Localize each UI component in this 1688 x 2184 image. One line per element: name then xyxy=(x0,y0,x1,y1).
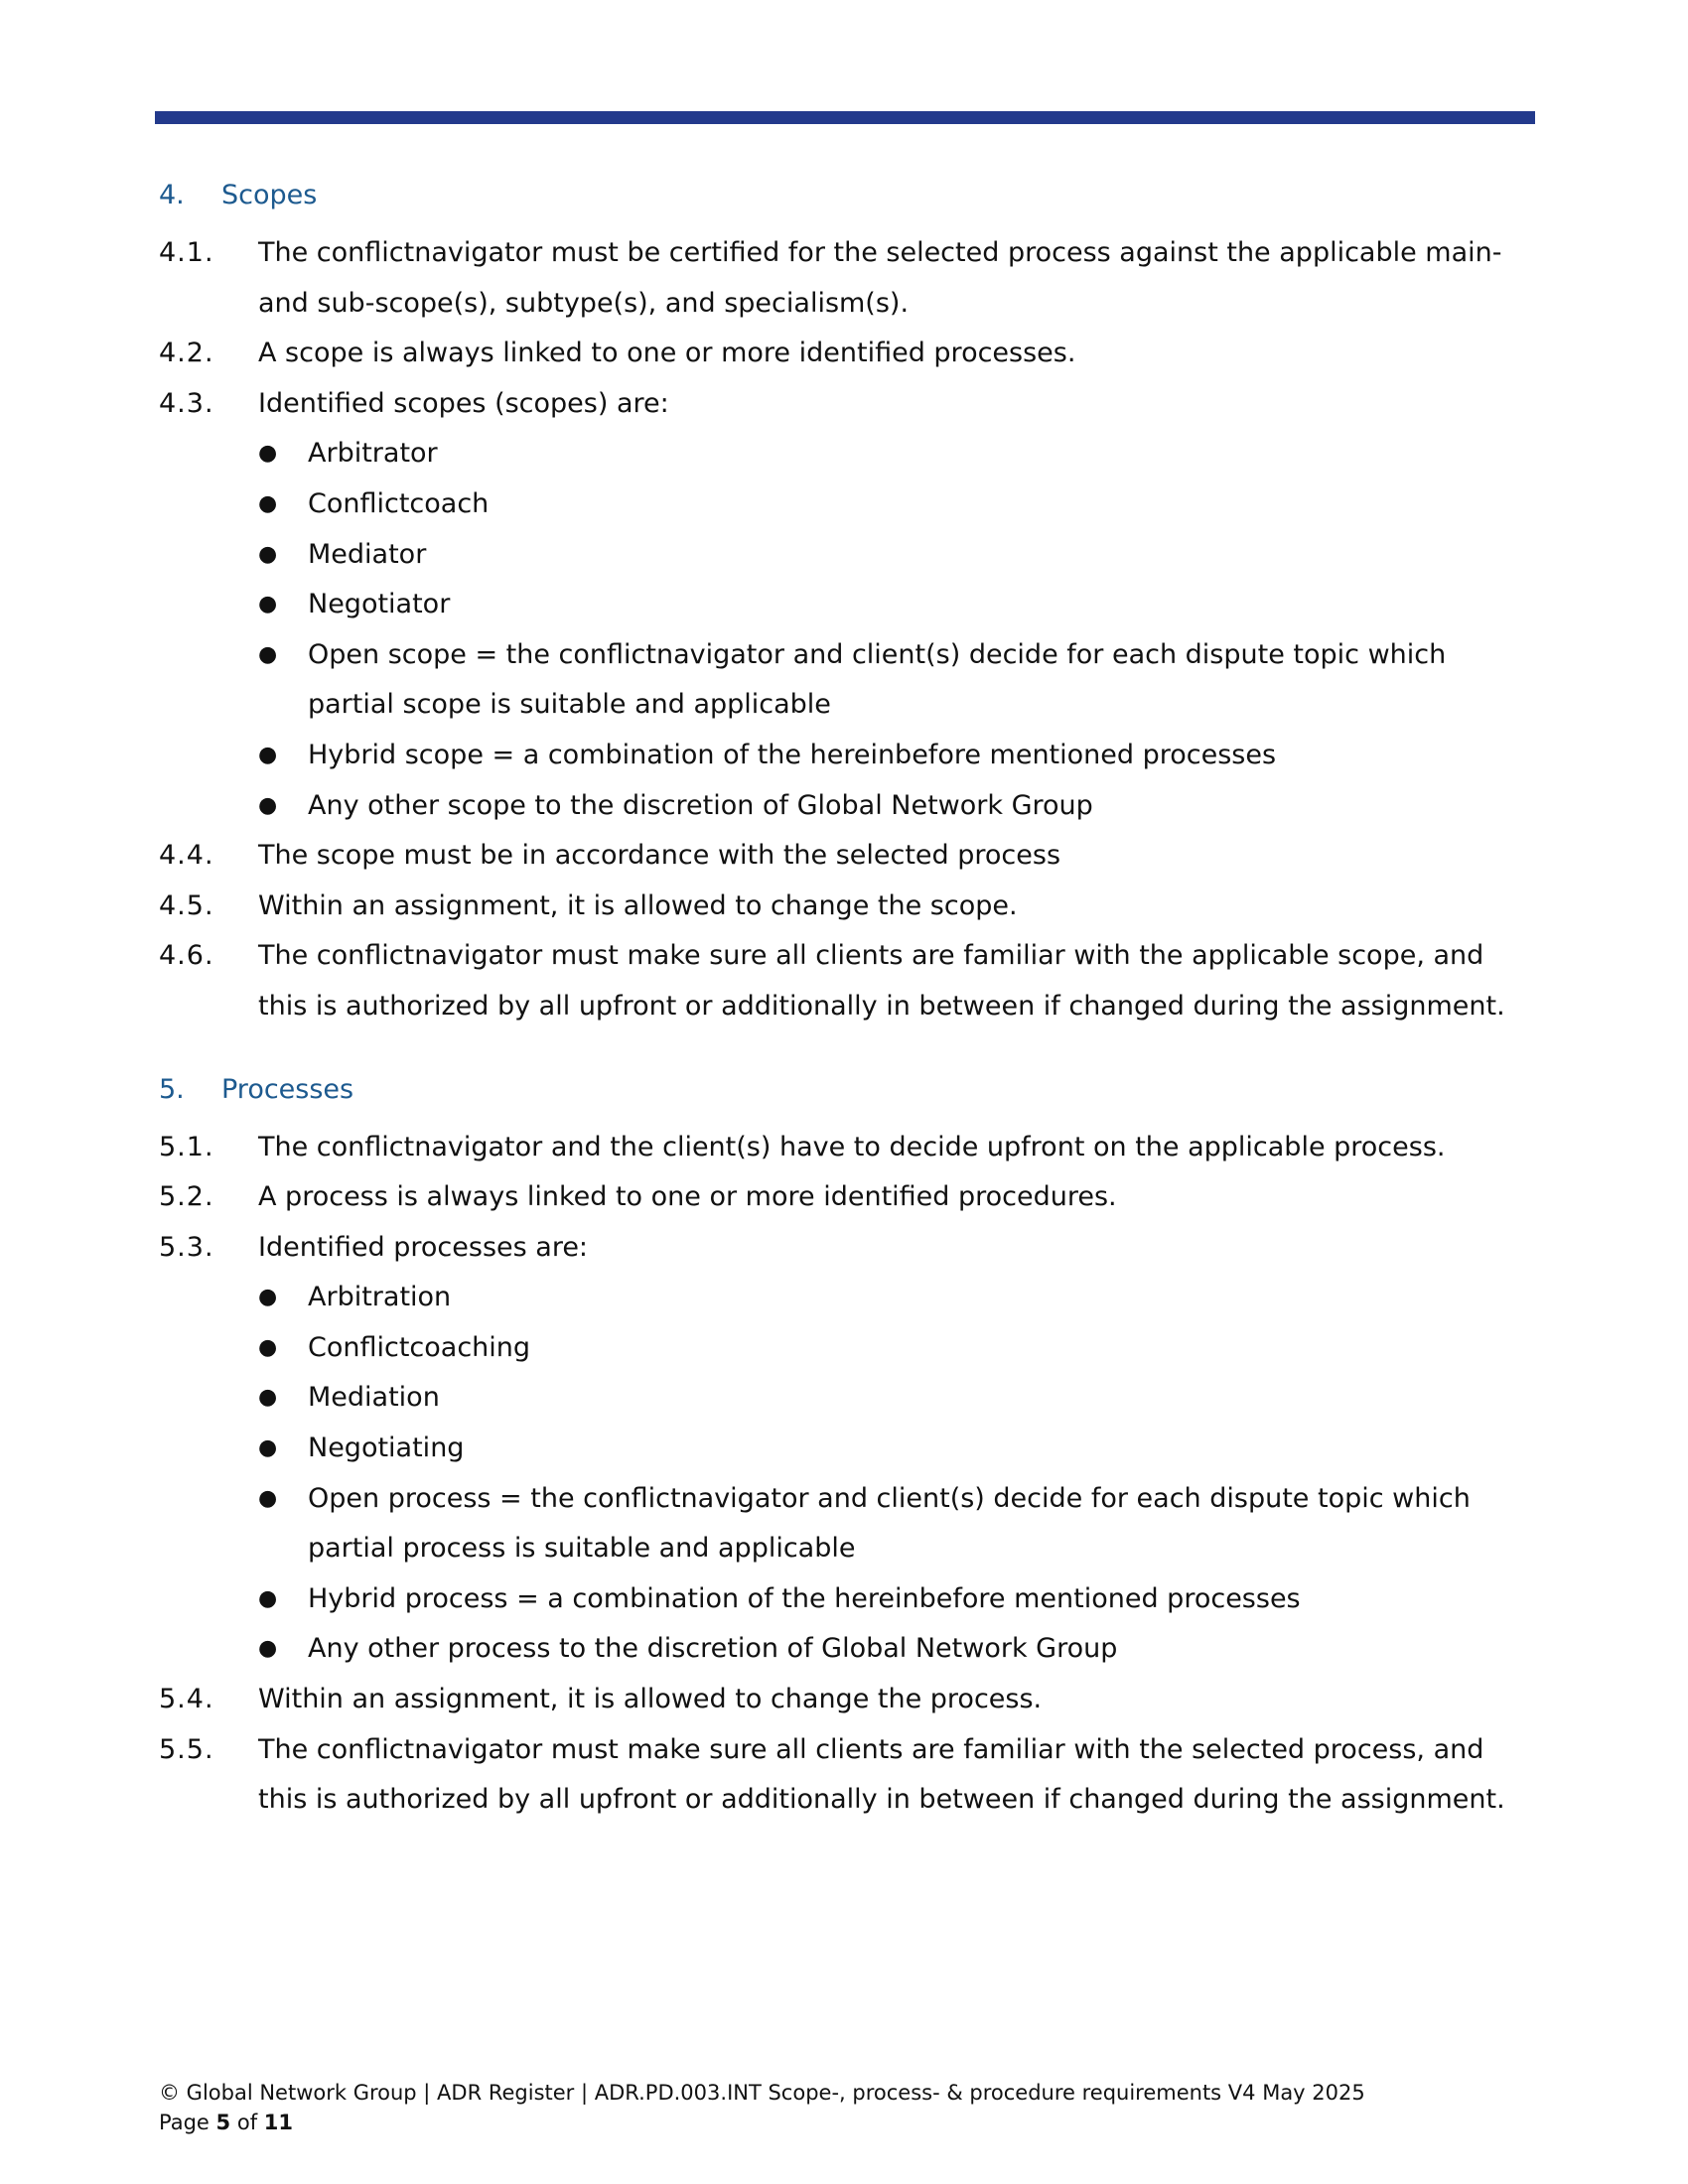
clause-5-3 xyxy=(159,1223,1539,1274)
list-item xyxy=(159,580,1539,630)
clause-4-6 xyxy=(159,931,1539,1031)
clause-number: 4.1. xyxy=(159,237,214,268)
clause-5-2 xyxy=(159,1172,1539,1223)
section-heading-scopes xyxy=(159,171,1539,220)
list-item-text: Mediation xyxy=(308,1382,440,1414)
clause-number: 4.5. xyxy=(159,889,214,921)
clause-4-4 xyxy=(159,831,1539,882)
list-item-text: Negotiator xyxy=(308,589,451,620)
clause-number: 4.2. xyxy=(159,338,214,369)
bullet-icon: ● xyxy=(258,441,278,467)
list-item-text: Hybrid process = a combination of the hereinbefore mentioned processes xyxy=(308,1582,1301,1614)
bullet-icon: ● xyxy=(258,792,278,818)
section-heading-processes xyxy=(159,1065,1539,1115)
list-item xyxy=(159,429,1539,479)
clause-4-1 xyxy=(159,228,1539,329)
footer-copyright: © Global Network Group | ADR Register | ADR.PD.003.INT Scope-, process- & procedure requirements V4 May 2025 xyxy=(159,2081,1365,2105)
bullet-icon: ● xyxy=(258,641,278,667)
list-item-text: Conflictcoach xyxy=(308,487,490,519)
clause-number: 5.3. xyxy=(159,1231,214,1263)
page-current: 5 xyxy=(215,2111,231,2134)
list-item xyxy=(159,1624,1539,1675)
page-number xyxy=(159,2108,1365,2137)
bullet-icon: ● xyxy=(258,742,278,767)
section-title: Scopes xyxy=(221,180,318,210)
section-number: 5. xyxy=(159,1073,185,1105)
clause-number: 4.4. xyxy=(159,840,214,872)
bullet-icon: ● xyxy=(258,1585,278,1611)
page-total: 11 xyxy=(263,2111,294,2134)
clause-text: Within an assignment, it is allowed to change the scope. xyxy=(258,889,1018,921)
bullet-icon: ● xyxy=(258,490,278,516)
clause-text: The scope must be in accordance with the selected process xyxy=(258,840,1061,872)
document-body xyxy=(159,171,1539,1826)
clause-text: The conflictnavigator must make sure all clients are familiar with the applicable scope, and this is authorized by all upfront or additionally in between if changed during the assignment. xyxy=(258,940,1505,1022)
clause-number: 5.1. xyxy=(159,1131,214,1162)
process-list xyxy=(159,1273,1539,1675)
clause-text: The conflictnavigator must be certified for the selected process against the applicable main- and sub-scope(s), subtype(s), and specialism(s). xyxy=(258,237,1502,319)
bullet-icon: ● xyxy=(258,1385,278,1411)
list-item-text: Open process = the conflictnavigator and client(s) decide for each dispute topic which partial process is suitable and applicable xyxy=(308,1482,1471,1565)
section-title: Processes xyxy=(221,1073,354,1105)
list-item xyxy=(159,1424,1539,1474)
list-item-text: Hybrid scope = a combination of the hereinbefore mentioned processes xyxy=(308,739,1277,770)
bullet-icon: ● xyxy=(258,541,278,567)
clause-number: 5.5. xyxy=(159,1733,214,1765)
clause-number: 5.2. xyxy=(159,1181,214,1213)
list-item-text: Arbitrator xyxy=(308,438,438,470)
list-item xyxy=(159,1373,1539,1424)
list-item xyxy=(159,731,1539,781)
list-item xyxy=(159,630,1539,731)
scope-list xyxy=(159,429,1539,831)
clause-4-3 xyxy=(159,379,1539,430)
section-number: 4. xyxy=(159,180,185,210)
list-item-text: Mediator xyxy=(308,538,427,570)
list-item-text: Any other process to the discretion of Global Network Group xyxy=(308,1633,1118,1665)
clause-text: Identified processes are: xyxy=(258,1231,589,1263)
clause-text: Within an assignment, it is allowed to change the process. xyxy=(258,1684,1043,1715)
list-item xyxy=(159,1273,1539,1323)
clause-5-5 xyxy=(159,1725,1539,1826)
clause-number: 5.4. xyxy=(159,1684,214,1715)
bullet-icon: ● xyxy=(258,1636,278,1662)
list-item-text: Arbitration xyxy=(308,1282,452,1313)
bullet-icon: ● xyxy=(258,1485,278,1511)
list-item xyxy=(159,530,1539,581)
clause-5-4 xyxy=(159,1675,1539,1725)
bullet-icon: ● xyxy=(258,1285,278,1310)
page-footer xyxy=(159,2078,1365,2137)
list-item xyxy=(159,781,1539,832)
clause-text: A scope is always linked to one or more identified processes. xyxy=(258,338,1076,369)
header-rule xyxy=(155,111,1535,124)
list-item-text: Open scope = the conflictnavigator and client(s) decide for each dispute topic which partial scope is suitable and applicable xyxy=(308,638,1447,721)
bullet-icon: ● xyxy=(258,592,278,617)
clause-number: 4.6. xyxy=(159,940,214,972)
clause-text: Identified scopes (scopes) are: xyxy=(258,387,669,419)
clause-4-5 xyxy=(159,882,1539,932)
list-item xyxy=(159,1474,1539,1574)
bullet-icon: ● xyxy=(258,1435,278,1461)
clause-text: The conflictnavigator and the client(s) have to decide upfront on the applicable process. xyxy=(258,1131,1446,1162)
list-item-text: Conflictcoaching xyxy=(308,1331,531,1363)
clause-number: 4.3. xyxy=(159,387,214,419)
clause-text: A process is always linked to one or more identified procedures. xyxy=(258,1181,1117,1213)
list-item xyxy=(159,1574,1539,1625)
clause-4-2 xyxy=(159,329,1539,379)
list-item-text: Any other scope to the discretion of Global Network Group xyxy=(308,789,1093,821)
clause-5-1 xyxy=(159,1123,1539,1173)
bullet-icon: ● xyxy=(258,1334,278,1360)
list-item xyxy=(159,1323,1539,1374)
page-of: of xyxy=(236,2111,258,2134)
clause-text: The conflictnavigator must make sure all clients are familiar with the selected process, and this is authorized by all upfront or additionally in between if changed during the assignment. xyxy=(258,1733,1505,1816)
page-label: Page xyxy=(159,2111,210,2134)
list-item-text: Negotiating xyxy=(308,1433,465,1464)
list-item xyxy=(159,479,1539,530)
